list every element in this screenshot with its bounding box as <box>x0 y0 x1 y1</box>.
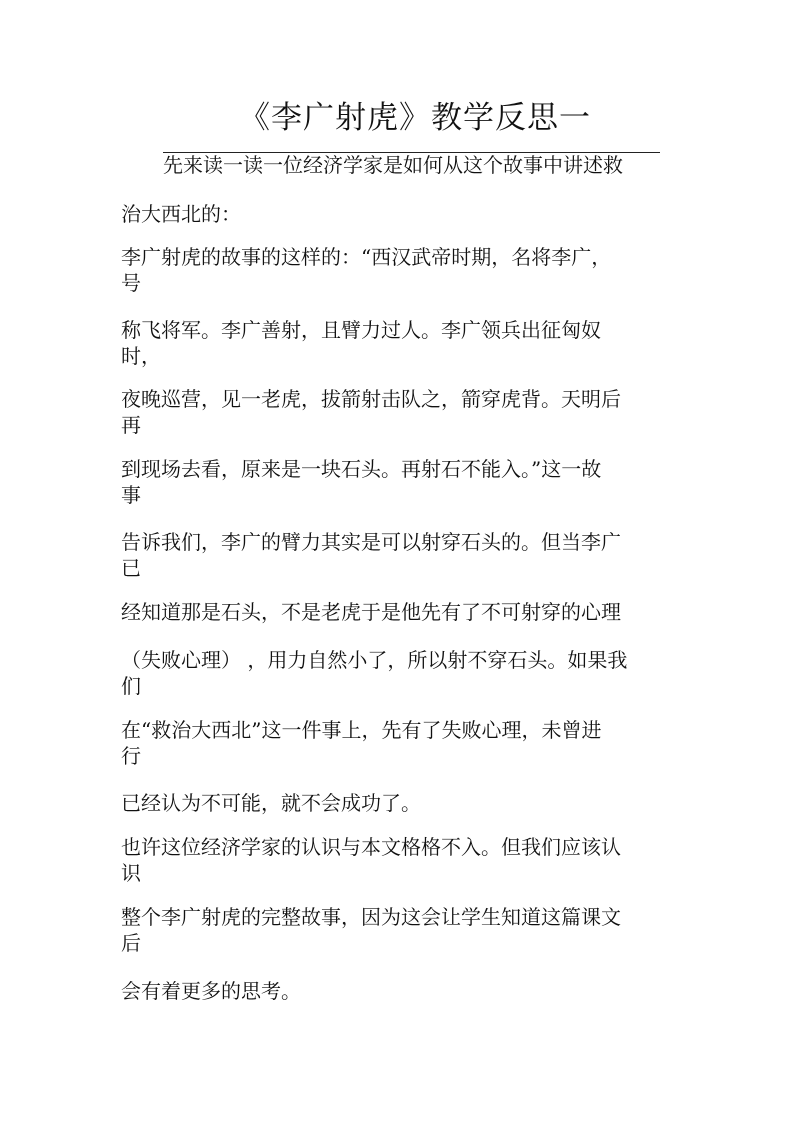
text-line: 也许这位经济学家的认识与本文格格不入。但我们应该认 <box>121 835 621 859</box>
text-line: 事 <box>121 483 141 507</box>
text-line: 已经认为不可能，就不会成功了。 <box>121 791 421 815</box>
document-title: 《李广射虎》教学反思一 <box>239 100 591 136</box>
text-line: 在“救治大西北”这一件事上，先有了失败心理，未曾进 <box>121 718 602 742</box>
text-line: 李广射虎的故事的这样的：“西汉武帝时期，名将李广， <box>121 245 612 269</box>
text-line: 再 <box>121 413 141 437</box>
text-line: 到现场去看，原来是一块石头。再射石不能入。”这一故 <box>121 457 602 481</box>
text-line: 行 <box>121 744 141 768</box>
text-line: 称飞将军。李广善射，且臂力过人。李广领兵出征匈奴 <box>121 318 601 342</box>
text-line: 们 <box>121 674 141 698</box>
text-line: 号 <box>121 271 141 295</box>
text-line: 夜晚巡营，见一老虎，拔箭射击队之，箭穿虎背。天明后 <box>121 387 621 411</box>
text-line: 识 <box>121 861 141 885</box>
text-line: 先来读一读一位经济学家是如何从这个故事中讲述救 <box>163 153 623 177</box>
text-line: 整个李广射虎的完整故事，因为这会让学生知道这篇课文 <box>121 905 621 929</box>
text-line: 已 <box>121 556 141 580</box>
text-line: （失败心理） ，用力自然小了，所以射不穿石头。如果我 <box>121 648 628 672</box>
text-line: 经知道那是石头，不是老虎于是他先有了不可射穿的心理 <box>121 600 621 624</box>
text-line: 告诉我们，李广的臂力其实是可以射穿石头的。但当李广 <box>121 530 621 554</box>
text-line: 后 <box>121 931 141 955</box>
text-line: 时， <box>121 344 161 368</box>
text-line: 治大西北的： <box>121 202 241 226</box>
text-line: 会有着更多的思考。 <box>121 979 301 1003</box>
